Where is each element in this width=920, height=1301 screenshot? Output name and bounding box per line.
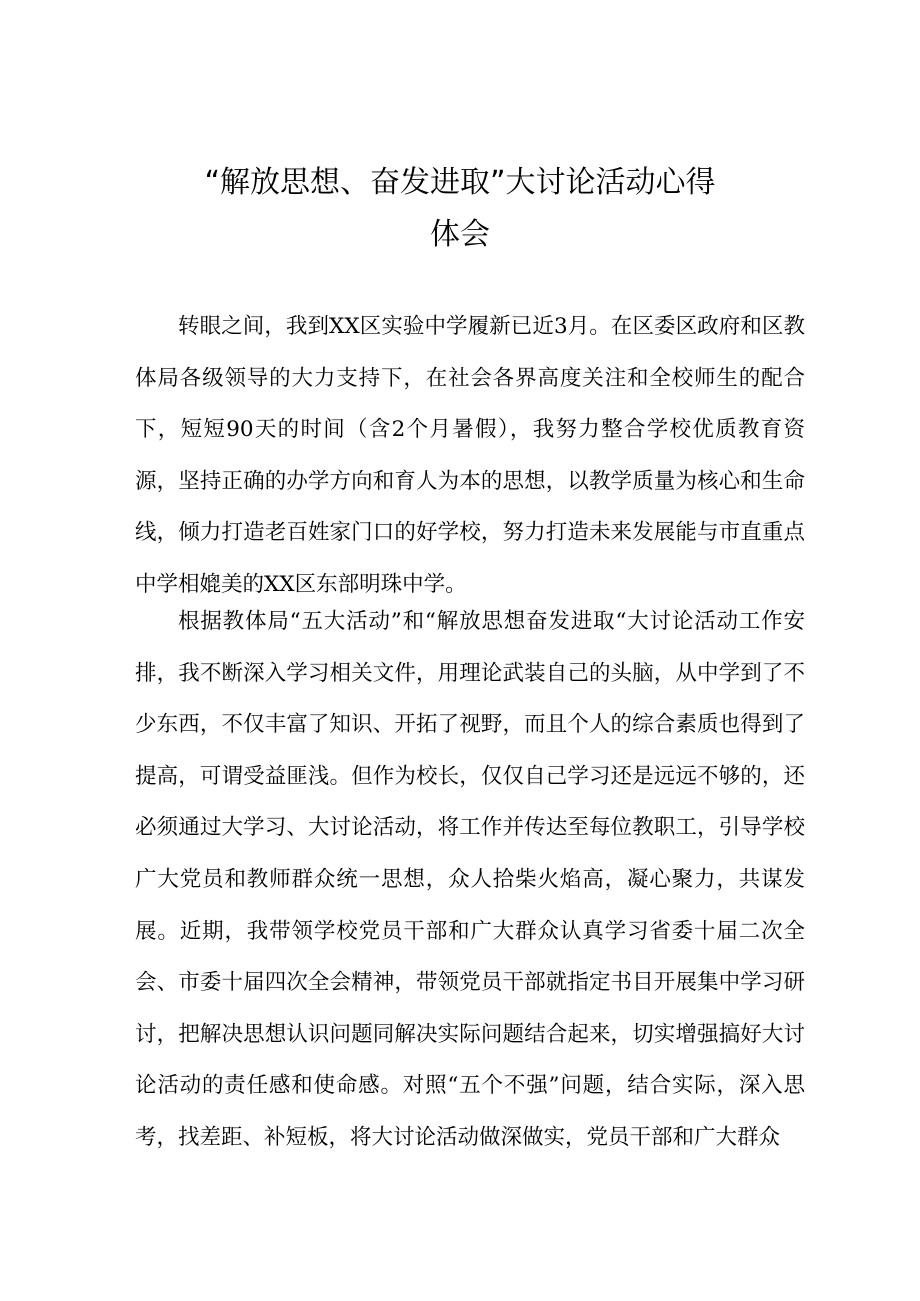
document-title-line-2: 体会: [430, 217, 490, 252]
body-paragraph-1: 转眼之间，我到XX区实验中学履新已近3月。在区委区政府和区教体局各级领导的大力支持下，在社会各界高度关注和全校师生的配合下，短短90天的时间（含2个月暑假），我努力整合学校优质教育资源，坚持正确的办学方向和育人为本的思想，以教学质量为核心和生命线，倾力打造老百姓家门口的好学校，努力打造未来发展能与市直重点中学相媲美的XX区东部明珠中学。: [135, 314, 805, 597]
body-paragraph-2: 根据教体局“五大活动”和“解放思想奋发进取“大讨论活动工作安排，我不断深入学习相关文件，用理论武装自己的头脑，从中学到了不少东西，不仅丰富了知识、开拓了视野，而且个人的综合素质也得到了提高，可谓受益匪浅。但作为校长，仅仅自己学习还是远远不够的，还必须通过大学习、大讨论活动，将工作并传达至每位教职工，引导学校广大党员和教师群众统一思想，众人拾柴火焰高，凝心聚力，共谋发展。近期，我带领学校党员干部和广大群众认真学习省委十届二次全会、市委十届四次全会精神，带领党员干部就指定书目开展集中学习研讨，把解决思想认识问题同解决实际问题结合起来，切实增强搞好大讨论活动的责任感和使命感。对照“五个不强”问题，结合实际，深入思考，找差距、补短板，将大讨论活动做深做实，党员干部和广大群众: [135, 609, 805, 1150]
document-title-line-1: “解放思想、奋发进取”大讨论活动心得: [204, 165, 716, 200]
